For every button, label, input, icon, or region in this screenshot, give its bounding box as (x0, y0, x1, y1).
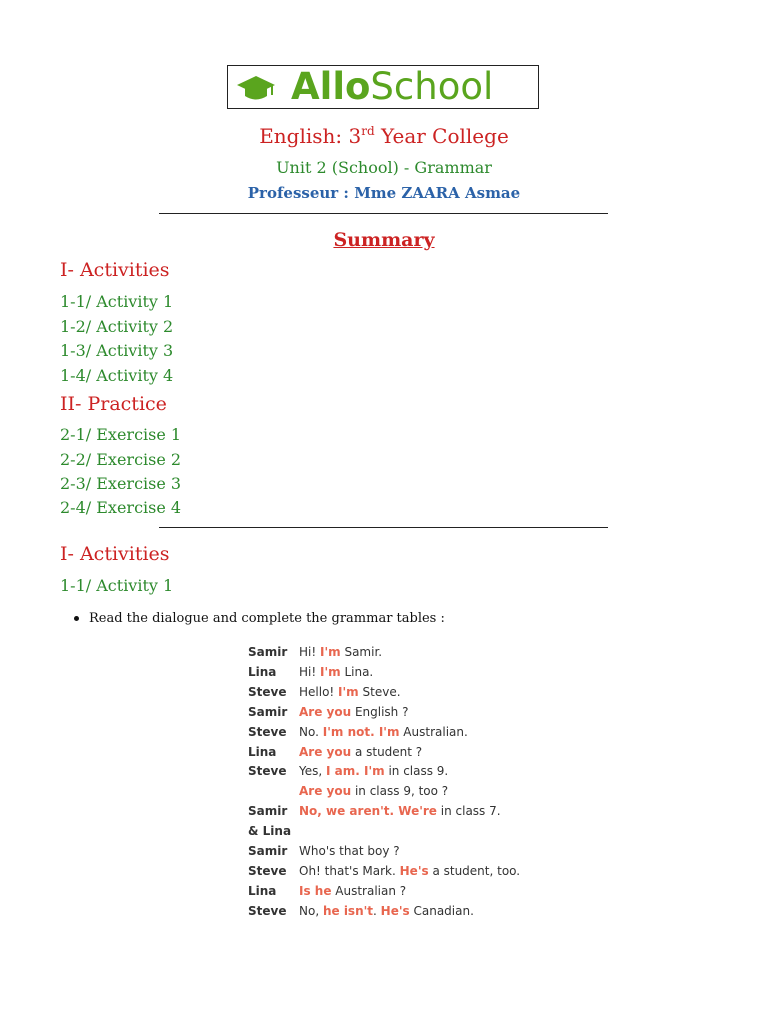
dialogue-speaker: Lina (248, 883, 277, 898)
summary-link-activity-1[interactable]: 1-1/ Activity 1 (60, 292, 174, 311)
dialogue-text: in class 7. (436, 804, 501, 819)
dialogue-text: No, (299, 903, 323, 918)
dialogue-text: . (373, 903, 381, 918)
summary-link-activity-4[interactable]: 1-4/ Activity 4 (60, 366, 174, 385)
dialogue-text: Lina. (340, 664, 374, 679)
logo-text: AlloSchool (291, 65, 494, 108)
dialogue-line (299, 642, 382, 662)
highlighted-grammar: I'm not. I'm (322, 724, 400, 739)
dialogue-line (299, 722, 468, 742)
summary-section-heading: I- Activities (60, 259, 170, 281)
dialogue-text: No. (299, 724, 323, 739)
highlighted-grammar: Are you (299, 744, 352, 759)
highlighted-grammar: Are you (299, 784, 352, 799)
dialogue-line (299, 742, 422, 762)
alloschool-logo (227, 65, 539, 109)
highlighted-grammar: No, we aren't. We're (299, 804, 437, 819)
dialogue-line (299, 901, 474, 921)
divider (159, 527, 608, 528)
dialogue-speaker: Steve (248, 684, 287, 699)
dialogue-line (299, 881, 406, 901)
graduation-cap-icon (236, 74, 276, 102)
dialogue-text: a student, too. (428, 863, 521, 878)
dialogue-speaker: Samir (248, 804, 288, 819)
summary-link-exercise-2[interactable]: 2-2/ Exercise 2 (60, 450, 182, 469)
dialogue-text: in class 9, too ? (351, 784, 449, 799)
dialogue-text: English ? (351, 704, 409, 719)
summary-section-heading: II- Practice (60, 393, 167, 415)
dialogue-text: Who's that boy ? (299, 844, 400, 858)
dialogue-speaker: & Lina (248, 824, 292, 839)
dialogue-line (299, 801, 501, 821)
dialogue-line (299, 702, 408, 722)
highlighted-grammar: Are you (299, 704, 352, 719)
highlighted-grammar: I'm (338, 684, 359, 699)
professor-name: Professeur : Mme ZAARA Asmae (247, 184, 521, 202)
dialogue-line (299, 682, 401, 702)
dialogue-text: Oh! that's Mark. (299, 863, 400, 878)
dialogue-line (299, 662, 373, 682)
dialogue-speaker: Steve (248, 764, 287, 779)
dialogue-speaker: Steve (248, 724, 287, 739)
dialogue-speaker: Steve (248, 863, 287, 878)
highlighted-grammar: I'm (319, 664, 341, 679)
document-subtitle: Unit 2 (School) - Grammar (276, 158, 492, 177)
dialogue-line (299, 861, 520, 881)
summary-link-activity-2[interactable]: 1-2/ Activity 2 (60, 317, 174, 336)
dialogue-line (299, 781, 448, 801)
dialogue-text: Australian ? (331, 883, 407, 898)
highlighted-grammar: I'm (319, 645, 341, 659)
dialogue-speaker: Samir (248, 645, 288, 659)
dialogue-text: Australian. (399, 724, 468, 739)
dialogue-text: Steve. (358, 684, 401, 699)
dialogue-text: Hi! (299, 645, 320, 659)
highlighted-grammar: he isn't (322, 903, 374, 918)
dialogue-speaker: Lina (248, 744, 277, 759)
subsection-heading: 1-1/ Activity 1 (60, 576, 174, 595)
dialogue-text: Samir. (340, 645, 383, 659)
summary-link-exercise-4[interactable]: 2-4/ Exercise 4 (60, 498, 182, 517)
summary-link-exercise-3[interactable]: 2-3/ Exercise 3 (60, 474, 182, 493)
document-title: English: 3rd Year College (259, 124, 509, 148)
highlighted-grammar: He's (399, 863, 429, 878)
section-heading: I- Activities (60, 543, 170, 565)
dialogue-speaker: Samir (248, 844, 288, 858)
dialogue-text: Canadian. (409, 903, 474, 918)
highlighted-grammar: Is he (299, 883, 332, 898)
summary-link-exercise-1[interactable]: 2-1/ Exercise 1 (60, 425, 182, 444)
dialogue-text: Yes, (299, 764, 326, 779)
bullet-icon (74, 616, 79, 621)
dialogue-text: a student ? (351, 744, 423, 759)
summary-title: Summary (333, 229, 435, 251)
summary-link-activity-3[interactable]: 1-3/ Activity 3 (60, 341, 174, 360)
dialogue-line (299, 841, 400, 861)
dialogue-speaker: Steve (248, 903, 287, 918)
dialogue-speaker: Samir (248, 704, 288, 719)
dialogue-text: Hi! (299, 664, 320, 679)
dialogue-text: Hello! (299, 684, 339, 699)
instruction-text: Read the dialogue and complete the grammar tables : (89, 611, 445, 626)
divider (159, 213, 608, 214)
highlighted-grammar: He's (380, 903, 410, 918)
dialogue-speaker: Lina (248, 664, 277, 679)
highlighted-grammar: I am. I'm (326, 764, 385, 779)
dialogue-text: in class 9. (384, 764, 449, 779)
dialogue-line (299, 761, 448, 781)
